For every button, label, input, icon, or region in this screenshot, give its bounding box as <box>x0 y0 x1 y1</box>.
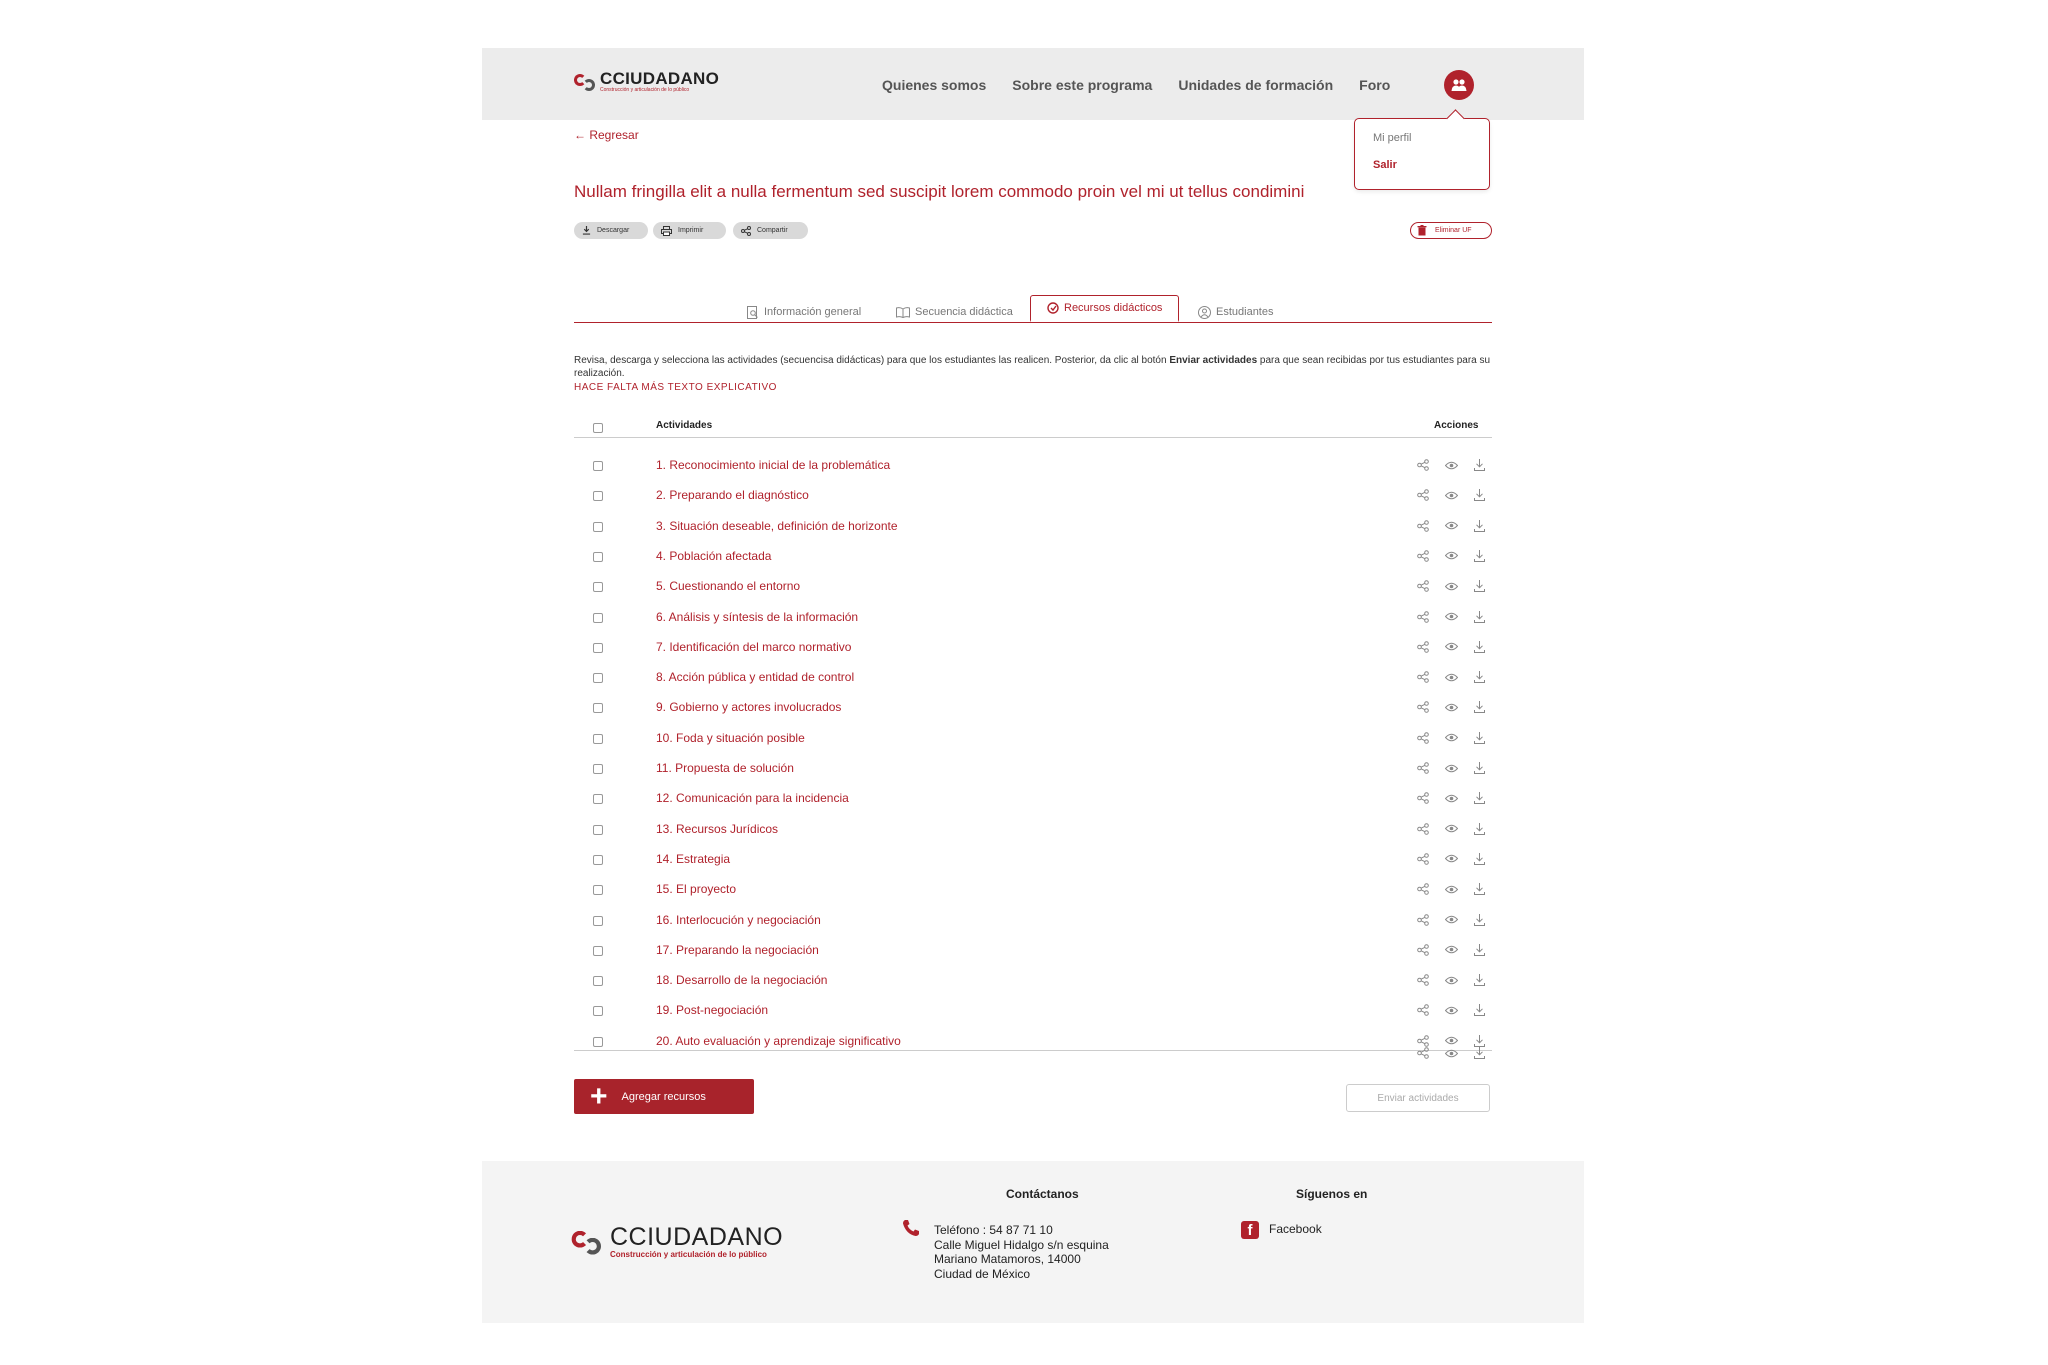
activity-link[interactable]: 5. Cuestionando el entorno <box>656 579 801 594</box>
row-actions <box>1416 1003 1486 1017</box>
share-icon <box>741 226 751 236</box>
tab-label: Estudiantes <box>1216 306 1274 318</box>
view-eye-icon[interactable] <box>1444 488 1458 502</box>
table-row <box>574 727 1492 749</box>
footer-logo-name: CCIUDADANO <box>610 1223 784 1251</box>
share-icon[interactable] <box>1416 488 1430 502</box>
intro-text-start: Revisa, descarga y selecciona las actividades (secuencisa didácticas) para que los estudiantes las realicen. Posterior, da clic al botón <box>574 355 1170 366</box>
nav-sobre-programa[interactable]: Sobre este programa <box>1012 77 1153 93</box>
contact-address-3: Ciudad de México <box>934 1266 1031 1281</box>
view-eye-icon[interactable] <box>1444 670 1458 684</box>
row-actions <box>1416 791 1486 805</box>
row-checkbox[interactable] <box>593 582 603 592</box>
contact-details <box>934 1223 1109 1281</box>
column-actions: Acciones <box>1434 420 1479 431</box>
share-icon[interactable] <box>1416 549 1430 563</box>
nav-unidades[interactable]: Unidades de formación <box>1178 77 1334 93</box>
activity-link[interactable]: 10. Foda y situación posible <box>656 730 805 745</box>
share-icon[interactable] <box>1416 882 1430 896</box>
row-actions <box>1416 458 1486 472</box>
row-actions <box>1416 640 1486 654</box>
activity-link[interactable]: 9. Gobierno y actores involucrados <box>656 700 842 715</box>
nav-quienes-somos[interactable]: Quienes somos <box>882 77 987 93</box>
row-checkbox[interactable] <box>593 491 603 501</box>
row-checkbox[interactable] <box>593 734 603 744</box>
activity-link[interactable]: 13. Recursos Jurídicos <box>656 821 779 836</box>
share-icon[interactable] <box>1416 791 1430 805</box>
tab-recursos-didacticos[interactable] <box>1030 295 1179 322</box>
view-eye-icon[interactable] <box>1444 731 1458 745</box>
row-actions <box>1416 852 1486 866</box>
share-icon[interactable] <box>1416 731 1430 745</box>
row-checkbox[interactable] <box>593 976 603 986</box>
view-eye-icon[interactable] <box>1444 852 1458 866</box>
download-icon <box>582 226 591 235</box>
print-label: Imprimir <box>678 227 704 234</box>
page-title: Nullam fringilla elit a nulla fermentum sed suscipit lorem commodo proin vel mi ut tellus condimini <box>574 182 1305 201</box>
table-row <box>574 999 1492 1021</box>
activity-link[interactable]: 4. Población afectada <box>656 548 772 563</box>
table-row <box>574 606 1492 628</box>
download-icon[interactable] <box>1472 488 1486 502</box>
table-row <box>574 666 1492 688</box>
table-row <box>574 757 1492 779</box>
resource-icon <box>1047 302 1059 314</box>
table-row <box>574 939 1492 961</box>
document-search-icon <box>747 306 759 319</box>
tab-informacion-general[interactable] <box>747 302 861 322</box>
table-row <box>574 969 1492 991</box>
download-icon[interactable] <box>1472 579 1486 593</box>
row-checkbox[interactable] <box>593 825 603 835</box>
share-icon[interactable] <box>1416 579 1430 593</box>
view-eye-icon[interactable] <box>1444 791 1458 805</box>
row-actions <box>1416 549 1486 563</box>
view-eye-icon[interactable] <box>1444 700 1458 714</box>
row-actions <box>1416 731 1486 745</box>
download-button[interactable] <box>574 222 648 239</box>
share-icon[interactable] <box>1416 519 1430 533</box>
site-logo[interactable] <box>574 70 719 93</box>
printer-icon <box>661 226 672 236</box>
activity-link[interactable]: 8. Acción pública y entidad de control <box>656 670 855 685</box>
activity-link[interactable]: 20. Auto evaluación y aprendizaje significativo <box>656 1033 901 1048</box>
download-icon[interactable] <box>1472 670 1486 684</box>
table-row <box>574 848 1492 870</box>
tab-secuencia-didactica[interactable] <box>896 302 1013 322</box>
nav-foro[interactable]: Foro <box>1359 77 1391 93</box>
share-icon[interactable] <box>1416 943 1430 957</box>
row-checkbox[interactable] <box>593 703 603 713</box>
table-row <box>574 878 1492 900</box>
book-icon <box>896 307 910 318</box>
table-header <box>574 418 1492 438</box>
view-eye-icon[interactable] <box>1444 458 1458 472</box>
contact-title: Contáctanos <box>1006 1187 1079 1201</box>
explanatory-note: HACE FALTA MÁS TEXTO EXPLICATIVO <box>574 382 777 393</box>
share-icon[interactable] <box>1416 670 1430 684</box>
view-eye-icon[interactable] <box>1444 640 1458 654</box>
activity-link[interactable]: 17. Preparando la negociación <box>656 942 819 957</box>
intro-text <box>574 354 1494 380</box>
table-row <box>574 909 1492 931</box>
intro-text-end: para que sean recibidas por tus estudiantes para su realización. <box>574 355 1491 379</box>
row-checkbox[interactable] <box>593 522 603 532</box>
view-eye-icon[interactable] <box>1444 1046 1458 1060</box>
footer-logo[interactable] <box>576 1225 783 1259</box>
row-actions <box>1416 973 1486 987</box>
tab-label: Información general <box>764 306 862 318</box>
table-row <box>574 575 1492 597</box>
view-eye-icon[interactable] <box>1444 943 1458 957</box>
download-icon[interactable] <box>1472 973 1486 987</box>
share-icon[interactable] <box>1416 761 1430 775</box>
download-icon[interactable] <box>1472 731 1486 745</box>
view-eye-icon[interactable] <box>1444 761 1458 775</box>
footer-logo-tagline: Construcción y articulación de lo público <box>610 1250 767 1259</box>
site-footer <box>482 1161 1584 1323</box>
download-icon[interactable] <box>1472 640 1486 654</box>
students-icon <box>1198 306 1211 319</box>
view-eye-icon[interactable] <box>1444 822 1458 836</box>
download-icon[interactable] <box>1472 458 1486 472</box>
tab-bar <box>574 298 1492 323</box>
view-eye-icon[interactable] <box>1444 1003 1458 1017</box>
activity-link[interactable]: 3. Situación deseable, definición de horizonte <box>656 518 898 533</box>
row-checkbox[interactable] <box>593 552 603 562</box>
follow-title: Síguenos en <box>1296 1187 1368 1201</box>
row-checkbox[interactable] <box>593 946 603 956</box>
view-eye-icon[interactable] <box>1444 549 1458 563</box>
activity-link[interactable]: 11. Propuesta de solución <box>656 761 794 775</box>
row-actions <box>1416 913 1486 927</box>
tab-estudiantes[interactable] <box>1198 302 1273 322</box>
share-icon[interactable] <box>1416 822 1430 836</box>
send-activities-button[interactable]: Enviar actividades <box>1346 1084 1490 1112</box>
activity-link[interactable]: 18. Desarrollo de la negociación <box>656 973 828 988</box>
add-resources-button[interactable] <box>574 1079 754 1114</box>
download-icon[interactable] <box>1472 913 1486 927</box>
share-icon[interactable] <box>1416 973 1430 987</box>
table-row <box>574 818 1492 840</box>
download-icon[interactable] <box>1472 852 1486 866</box>
activity-link[interactable]: 7. Identificación del marco normativo <box>656 639 852 654</box>
row-checkbox[interactable] <box>593 461 603 471</box>
row-checkbox[interactable] <box>593 613 603 623</box>
menu-logout[interactable]: Salir <box>1373 159 1397 171</box>
table-row <box>574 545 1492 567</box>
activity-link[interactable]: 15. El proyecto <box>656 882 737 897</box>
row-checkbox[interactable] <box>593 643 603 653</box>
activity-link[interactable]: 2. Preparando el diagnóstico <box>656 488 809 503</box>
row-checkbox[interactable] <box>593 855 603 865</box>
table-footer <box>574 1050 1492 1051</box>
logo-mark-icon <box>574 72 596 92</box>
view-eye-icon[interactable] <box>1444 610 1458 624</box>
contact-address-2: Mariano Matamoros, 14000 <box>934 1252 1081 1266</box>
activity-link[interactable]: 14. Estrategia <box>656 851 731 866</box>
download-icon[interactable] <box>1472 549 1486 563</box>
download-icon[interactable] <box>1472 519 1486 533</box>
menu-my-profile[interactable]: Mi perfil <box>1373 132 1412 144</box>
row-checkbox[interactable] <box>593 916 603 926</box>
share-icon[interactable] <box>1416 1003 1430 1017</box>
download-icon[interactable] <box>1472 943 1486 957</box>
view-eye-icon[interactable] <box>1444 579 1458 593</box>
activity-link[interactable]: 19. Post-negociación <box>656 1003 769 1018</box>
row-checkbox[interactable] <box>593 885 603 895</box>
row-actions <box>1416 519 1486 533</box>
user-avatar-icon[interactable] <box>1444 70 1474 100</box>
row-actions <box>1416 670 1486 684</box>
row-actions <box>1416 610 1486 624</box>
add-resources-label: Agregar recursos <box>621 1090 706 1103</box>
row-checkbox[interactable] <box>593 794 603 804</box>
share-icon[interactable] <box>1416 610 1430 624</box>
download-icon[interactable] <box>1472 882 1486 896</box>
delete-label: Eliminar UF <box>1435 227 1472 234</box>
row-checkbox[interactable] <box>593 1006 603 1016</box>
logo-mark-icon <box>572 1228 603 1256</box>
download-icon[interactable] <box>1472 610 1486 624</box>
row-checkbox[interactable] <box>593 764 603 774</box>
logo-tagline: Construcción y articulación de lo público <box>600 87 690 93</box>
table-row <box>574 484 1492 506</box>
table-row <box>574 515 1492 537</box>
view-eye-icon[interactable] <box>1444 913 1458 927</box>
activity-link[interactable]: 16. Interlocución y negociación <box>656 912 821 927</box>
activity-link[interactable]: 1. Reconocimiento inicial de la problemática <box>656 458 891 472</box>
download-label: Descargar <box>597 227 630 234</box>
contact-address-1: Calle Miguel Hidalgo s/n esquina <box>934 1237 1109 1252</box>
download-icon[interactable] <box>1472 1046 1486 1060</box>
share-icon[interactable] <box>1416 913 1430 927</box>
row-checkbox[interactable] <box>593 673 603 683</box>
page-frame <box>482 48 1584 1328</box>
row-actions <box>1416 488 1486 502</box>
download-icon[interactable] <box>1472 700 1486 714</box>
download-icon[interactable] <box>1472 791 1486 805</box>
site-header <box>482 48 1584 120</box>
extra-row-actions <box>1416 1046 1486 1060</box>
facebook-link[interactable]: Facebook <box>1269 1222 1322 1236</box>
row-checkbox[interactable] <box>593 1037 603 1047</box>
print-button[interactable] <box>653 222 726 239</box>
contact-phone: Teléfono : 54 87 71 10 <box>934 1223 1053 1237</box>
activity-link[interactable]: 6. Análisis y síntesis de la información <box>656 609 859 624</box>
share-icon[interactable] <box>1416 700 1430 714</box>
view-eye-icon[interactable] <box>1444 882 1458 896</box>
activity-link[interactable]: 12. Comunicación para la incidencia <box>656 791 849 806</box>
phone-icon <box>902 1219 920 1242</box>
share-label: Compartir <box>757 227 788 234</box>
row-actions <box>1416 943 1486 957</box>
share-button[interactable] <box>733 222 808 239</box>
table-row <box>574 454 1492 476</box>
main-nav <box>882 77 1390 93</box>
download-icon[interactable] <box>1472 822 1486 836</box>
table-row <box>574 636 1492 658</box>
intro-text-bold: Enviar actividades <box>1169 355 1258 366</box>
share-icon[interactable] <box>1416 640 1430 654</box>
delete-uf-button[interactable] <box>1410 222 1492 239</box>
row-actions <box>1416 761 1486 775</box>
download-icon[interactable] <box>1472 761 1486 775</box>
share-icon[interactable] <box>1416 458 1430 472</box>
trash-icon <box>1417 225 1427 236</box>
logo-name: CCIUDADANO <box>600 69 720 88</box>
view-eye-icon[interactable] <box>1444 519 1458 533</box>
tab-label: Secuencia didáctica <box>915 306 1013 318</box>
row-actions <box>1416 700 1486 714</box>
row-actions <box>1416 882 1486 896</box>
select-all-checkbox[interactable] <box>593 423 603 433</box>
row-actions <box>1416 822 1486 836</box>
table-row <box>574 1030 1492 1052</box>
column-activities: Actividades <box>656 420 713 431</box>
table-row <box>574 696 1492 718</box>
share-icon[interactable] <box>1416 1046 1430 1060</box>
view-eye-icon[interactable] <box>1444 973 1458 987</box>
facebook-icon[interactable]: f <box>1241 1221 1259 1239</box>
profile-dropdown <box>1354 118 1490 190</box>
table-row <box>574 787 1492 809</box>
back-link[interactable]: ← Regresar <box>574 128 639 142</box>
share-icon[interactable] <box>1416 852 1430 866</box>
tab-label: Recursos didácticos <box>1064 302 1163 314</box>
row-actions <box>1416 579 1486 593</box>
plus-icon: + <box>590 1079 608 1113</box>
download-icon[interactable] <box>1472 1003 1486 1017</box>
